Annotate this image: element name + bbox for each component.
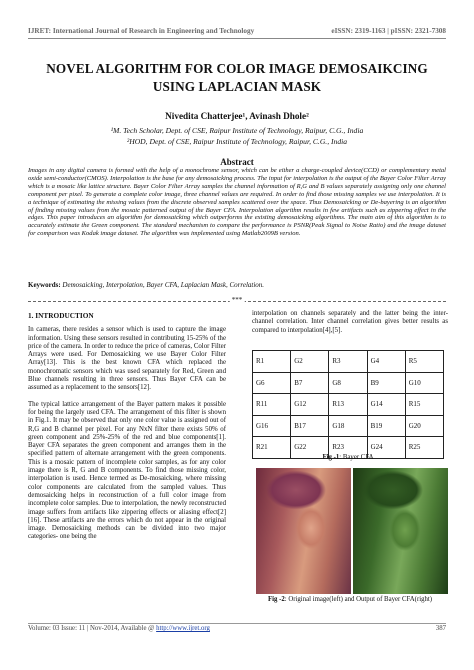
bayer-cell: G14	[367, 394, 405, 416]
bayer-cell: B17	[291, 415, 329, 437]
separator-stars: ***	[231, 296, 243, 304]
paper-title: NOVEL ALGORITHM FOR COLOR IMAGE DEMOSAIKCING USING LAPLACIAN MASK	[46, 61, 428, 94]
bayer-cell: G24	[367, 437, 405, 459]
keywords	[28, 281, 446, 290]
bayer-cfa-table	[252, 350, 444, 459]
bayer-cell: R25	[405, 437, 443, 459]
paper-authors: Nivedita Chatterjee¹, Avinash Dhole²	[165, 111, 309, 121]
right-paragraph: interpolation on channels separately and the latter being the inter-channel correlation. Inter channel correlation gives better results as compared to interpolation[4],[5].	[252, 310, 448, 334]
bayer-cell: G16	[253, 415, 291, 437]
affiliation-1: ¹M. Tech Scholar, Dept. of CSE, Raipur Institute of Technology, Raipur, C.G., India	[110, 126, 364, 135]
original-image	[256, 468, 351, 594]
bayer-cell: B9	[367, 372, 405, 394]
bayer-cell: R1	[253, 351, 291, 373]
fig2-label: Fig -2	[267, 596, 285, 603]
bayer-cell: R23	[329, 437, 367, 459]
page-number: 387	[435, 625, 446, 632]
bayer-row	[253, 415, 444, 437]
intro-paragraph-2: The typical lattice arrangement of the Bayer pattern makes it possible for being the largely used CFA. The arrangement of this filter is shown in Fig.1. It may be observed that only one color value is assigned out of R,G and B channel per pixel. For any NxN filter there exists 50% of green component and 25%-25% of the red and blue components[1]. Bayer CFA separates the green component and arranges them in the specified pattern of alternate arrangement with the green components. This is a mosaic pattern of incomplete color samples, as for any color image there is R, G and B components. To find those missing color, interpolation is used. Hence termed as De-mosaicking, where missing color components are calculated from the sampled values. Thus demosaicking helps in reconstruction of a full color image from incomplete color samples. Due to interpolation, the newly reconstructed image suffers from artifacts like zippering effects or aliasing effect[2][16]. These artifacts are the errors which do not appear in the original image. Demosaicking methods can be divided into two major categories- one being the	[28, 400, 226, 541]
abstract-text: Images in any digital camera is formed with the help of a monochrome sensor, which can be either a charge-coupled device(CCD) or complementary metal oxide semi-conductor(CMOS). Interpolation is the base for any demosaicking process. The input for interpolation is the output of the Bayer Color Filter Array which is a mosaic like lattice structure. Bayer Color Filter Array samples the channel information of R,G and B values separately assigning only one channel component per pixel. To generate a complete color image, three channel values are required. In order to find those missing samples we use interpolation. It is a technique of estimating the missing values from the discrete observed samples scattered over the space. Thus Demosaicking or De-bayering is an algorithm of finding missing values from the mosaic patterned output of the Bayer CFA. Interpolation algorithm results in few artifacts such as zippering effect in the edges. This paper introduces an algorithm for demosaicking which outperforms the existing demosaicking algorithms. The main aim of this algorithm is to accurately estimate the Green component. The standard mechanism to compare the performance is PSNR(Peak Signal to Noise Ratio) and the image dataset for comparison was Kodak image dataset. The algorithm was implemented using Matlab2009B version.	[28, 167, 446, 238]
bayer-cell: G20	[405, 415, 443, 437]
abstract-heading: Abstract	[220, 157, 254, 167]
fig1-caption	[252, 454, 444, 461]
fig2-caption-text: : Original image(left) and Output of Bayer CFA(right)	[284, 596, 433, 603]
bayer-cell: B7	[291, 372, 329, 394]
bayer-cell: G10	[405, 372, 443, 394]
fig2-caption	[252, 596, 448, 603]
bayer-row	[253, 372, 444, 394]
bayer-row	[253, 394, 444, 416]
bayer-cell: R21	[253, 437, 291, 459]
volume-info	[28, 625, 210, 632]
journal-name: IJRET: International Journal of Research in Engineering and Technology	[28, 27, 255, 35]
bayer-output-image	[353, 468, 448, 594]
bayer-cell: G22	[291, 437, 329, 459]
footer-rule	[28, 623, 446, 624]
section-heading: 1. INTRODUCTION	[28, 311, 94, 320]
section-separator	[28, 297, 446, 305]
bayer-cell: R3	[329, 351, 367, 373]
affiliation-2: ²HOD, Dept. of CSE, Raipur Institute of Technology, Raipur, C.G., India	[126, 136, 348, 146]
affiliations	[28, 126, 446, 147]
keywords-label: Keywords:	[28, 281, 61, 289]
fig1-caption-text: : Bayer CFA	[339, 454, 374, 461]
left-column	[28, 312, 226, 550]
volume-text: Volume: 03 Issue: 11 | Nov-2014, Available @	[28, 625, 157, 632]
bayer-cell: G4	[367, 351, 405, 373]
keywords-text: Demosaicking, Interpolation, Bayer CFA, Laplacian Mask, Correlation.	[60, 281, 265, 289]
bayer-cell: G18	[329, 415, 367, 437]
header-rule	[28, 38, 446, 39]
bayer-cell: G2	[291, 351, 329, 373]
journal-link[interactable]: http://www.ijret.org	[156, 625, 210, 632]
bayer-cell: G8	[329, 372, 367, 394]
bayer-cell: R15	[405, 394, 443, 416]
bayer-cell: R13	[329, 394, 367, 416]
bayer-cell: R11	[253, 394, 291, 416]
bayer-row	[253, 351, 444, 373]
fig1-label: Fig -1	[322, 454, 340, 461]
intro-paragraph-1: In cameras, there resides a sensor which is used to capture the image information. Using these sensors resulted in contributing 15-25% of the price of the camera. In order to reduce the price of cameras, Color Filter Arrays were used. For Demosaicking we use Bayer Color Filter Array[13]. This is the best known CFA which replaced the monochromatic sensors which was used separately for Red, Green and Blue channels resulting in three sensors. Thus Bayer CFA can be assumed as a replacement to the sensors[12].	[28, 326, 226, 392]
right-column	[252, 310, 448, 343]
bayer-cell: G6	[253, 372, 291, 394]
bayer-cell: B19	[367, 415, 405, 437]
bayer-cell: R5	[405, 351, 443, 373]
issn: eISSN: 2319-1163 | pISSN: 2321-7308	[331, 27, 446, 35]
bayer-cell: G12	[291, 394, 329, 416]
